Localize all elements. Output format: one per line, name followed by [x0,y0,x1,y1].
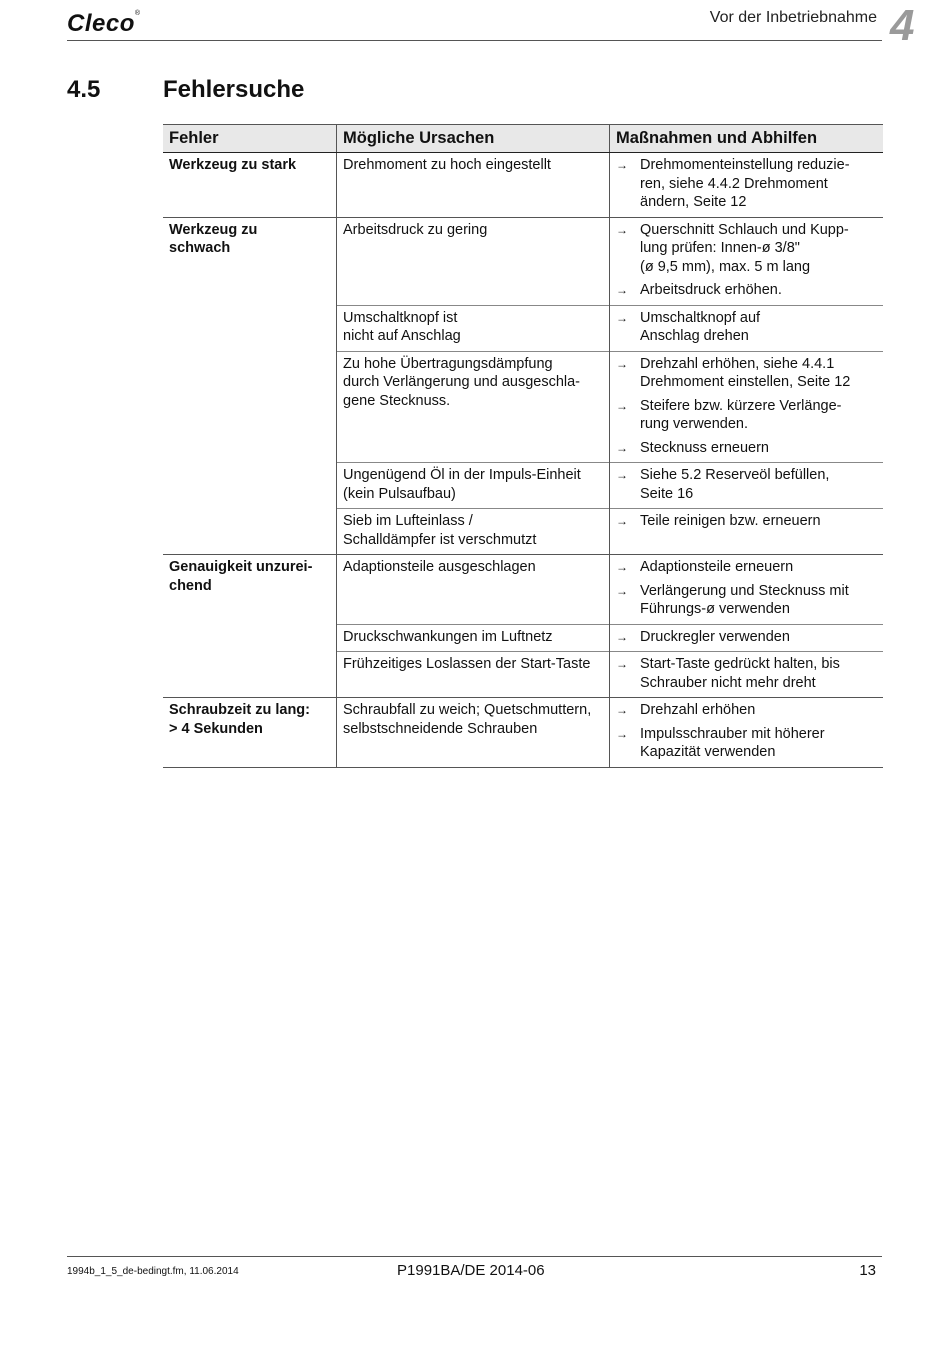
actions-cell [610,652,884,698]
action-item [616,439,877,458]
actions-cell [610,305,884,351]
page-header [67,8,882,41]
action-item [616,466,877,503]
action-text: Drehzahl erhöhen [640,702,756,718]
action-item [616,701,877,720]
action-item [616,558,877,577]
arrow-right-icon: → [616,310,628,325]
cause-cell: Zu hohe Übertragungsdämpfung durch Verlängerung und ausgeschla- gene Stecknuss. [337,351,610,463]
actions-cell [610,217,884,305]
fault-cell: Schraubzeit zu lang: > 4 Sekunden [163,698,337,768]
action-text: Drehmomenteinstellung reduzie- ren, siehe 4.4.2 Drehmoment ändern, Seite 12 [640,157,850,210]
action-item [616,628,877,647]
action-text: Verlängerung und Stecknuss mit Führungs-ø verwenden [640,582,849,617]
action-text: Start-Taste gedrückt halten, bis Schrauber nicht mehr dreht [640,656,840,691]
actions-cell [610,624,884,652]
arrow-right-icon: → [616,158,628,172]
actions-cell [610,351,884,463]
action-text: Querschnitt Schlauch und Kupp- lung prüfen: Innen-ø 3/8" (ø 9,5 mm), max. 5 m lang [640,221,849,275]
cause-cell: Ungenügend Öl in der Impuls-Einheit (kein Pulsaufbau) [337,463,610,509]
cleco-logo [67,10,141,38]
arrow-right-icon: → [616,583,628,598]
arrow-right-icon: → [616,440,628,455]
chapter-number: 4 [890,1,915,50]
column-header-fault: Fehler [163,125,337,153]
action-text: Steifere bzw. kürzere Verlänge- rung verwenden. [640,397,842,432]
actions-cell [610,509,884,555]
section-heading [67,76,304,104]
action-text: Adaptionsteile erneuern [640,559,794,575]
action-text: Siehe 5.2 Reserveöl befüllen, Seite 16 [640,467,830,502]
cause-cell: Drehmoment zu hoch eingestellt [337,153,610,218]
cause-cell: Frühzeitiges Loslassen der Start-Taste [337,652,610,698]
action-item [616,582,877,619]
action-text: Arbeitsdruck erhöhen. [640,282,782,298]
arrow-right-icon: → [616,468,628,482]
table-row [163,698,883,768]
footer-page-number: 13 [859,1262,876,1279]
action-text: Teile reinigen bzw. erneuern [640,513,821,529]
cause-cell: Druckschwankungen im Luftnetz [337,624,610,652]
fault-cell: Werkzeug zu stark [163,153,337,218]
arrow-right-icon: → [616,657,628,671]
actions-cell [610,463,884,509]
action-text: Umschaltknopf auf Anschlag drehen [640,309,761,344]
fault-cell: Werkzeug zu schwach [163,217,337,555]
section-number: 4.5 [67,76,101,103]
arrow-right-icon: → [616,514,628,528]
action-item [616,221,877,277]
action-text: Stecknuss erneuern [640,439,769,456]
arrow-right-icon: → [616,222,628,237]
action-text: Impulsschrauber mit höherer Kapazität verwenden [640,725,825,760]
action-item [616,355,877,392]
arrow-right-icon: → [616,283,628,297]
header-title: Vor der Inbetriebnahme [709,9,877,26]
column-header-actions: Maßnahmen und Abhilfen [610,125,884,153]
action-item [616,397,877,434]
cause-cell: Adaptionsteile ausgeschlagen [337,555,610,625]
action-text: Drehzahl erhöhen, siehe 4.4.1 Drehmoment einstellen, Seite 12 [640,355,851,390]
arrow-right-icon: → [616,356,628,371]
action-item [616,309,877,346]
arrow-right-icon: → [616,629,628,644]
actions-cell [610,555,884,625]
column-header-causes: Mögliche Ursachen [337,125,610,153]
cause-cell: Schraubfall zu weich; Quetschmuttern, selbstschneidende Schrauben [337,698,610,768]
table-row [163,153,883,218]
cause-cell: Arbeitsdruck zu gering [337,217,610,305]
cause-cell: Sieb im Lufteinlass / Schalldämpfer ist verschmutzt [337,509,610,555]
arrow-right-icon: → [616,560,628,574]
fault-cell: Genauigkeit unzurei- chend [163,555,337,698]
arrow-right-icon: → [616,703,628,717]
footer-file-info: 1994b_1_5_de-bedingt.fm, 11.06.2014 [67,1266,239,1277]
page-footer [67,1256,882,1279]
logo-text: Cleco [67,10,135,37]
cause-cell: Umschaltknopf ist nicht auf Anschlag [337,305,610,351]
table-header-row [163,125,883,153]
footer-document-id: P1991BA/DE 2014-06 [397,1262,545,1279]
table-body [163,153,883,768]
arrow-right-icon: → [616,726,628,741]
action-item [616,725,877,762]
actions-cell [610,698,884,768]
actions-cell [610,153,884,218]
troubleshooting-table [163,124,883,768]
action-text: Druckregler verwenden [640,628,790,645]
table-row [163,217,883,305]
action-item [616,281,877,300]
action-item [616,156,877,212]
action-item [616,655,877,692]
logo-registered-mark: ® [134,10,141,17]
table-row [163,555,883,625]
arrow-right-icon: → [616,398,628,413]
action-item [616,512,877,531]
section-title: Fehlersuche [163,76,305,103]
